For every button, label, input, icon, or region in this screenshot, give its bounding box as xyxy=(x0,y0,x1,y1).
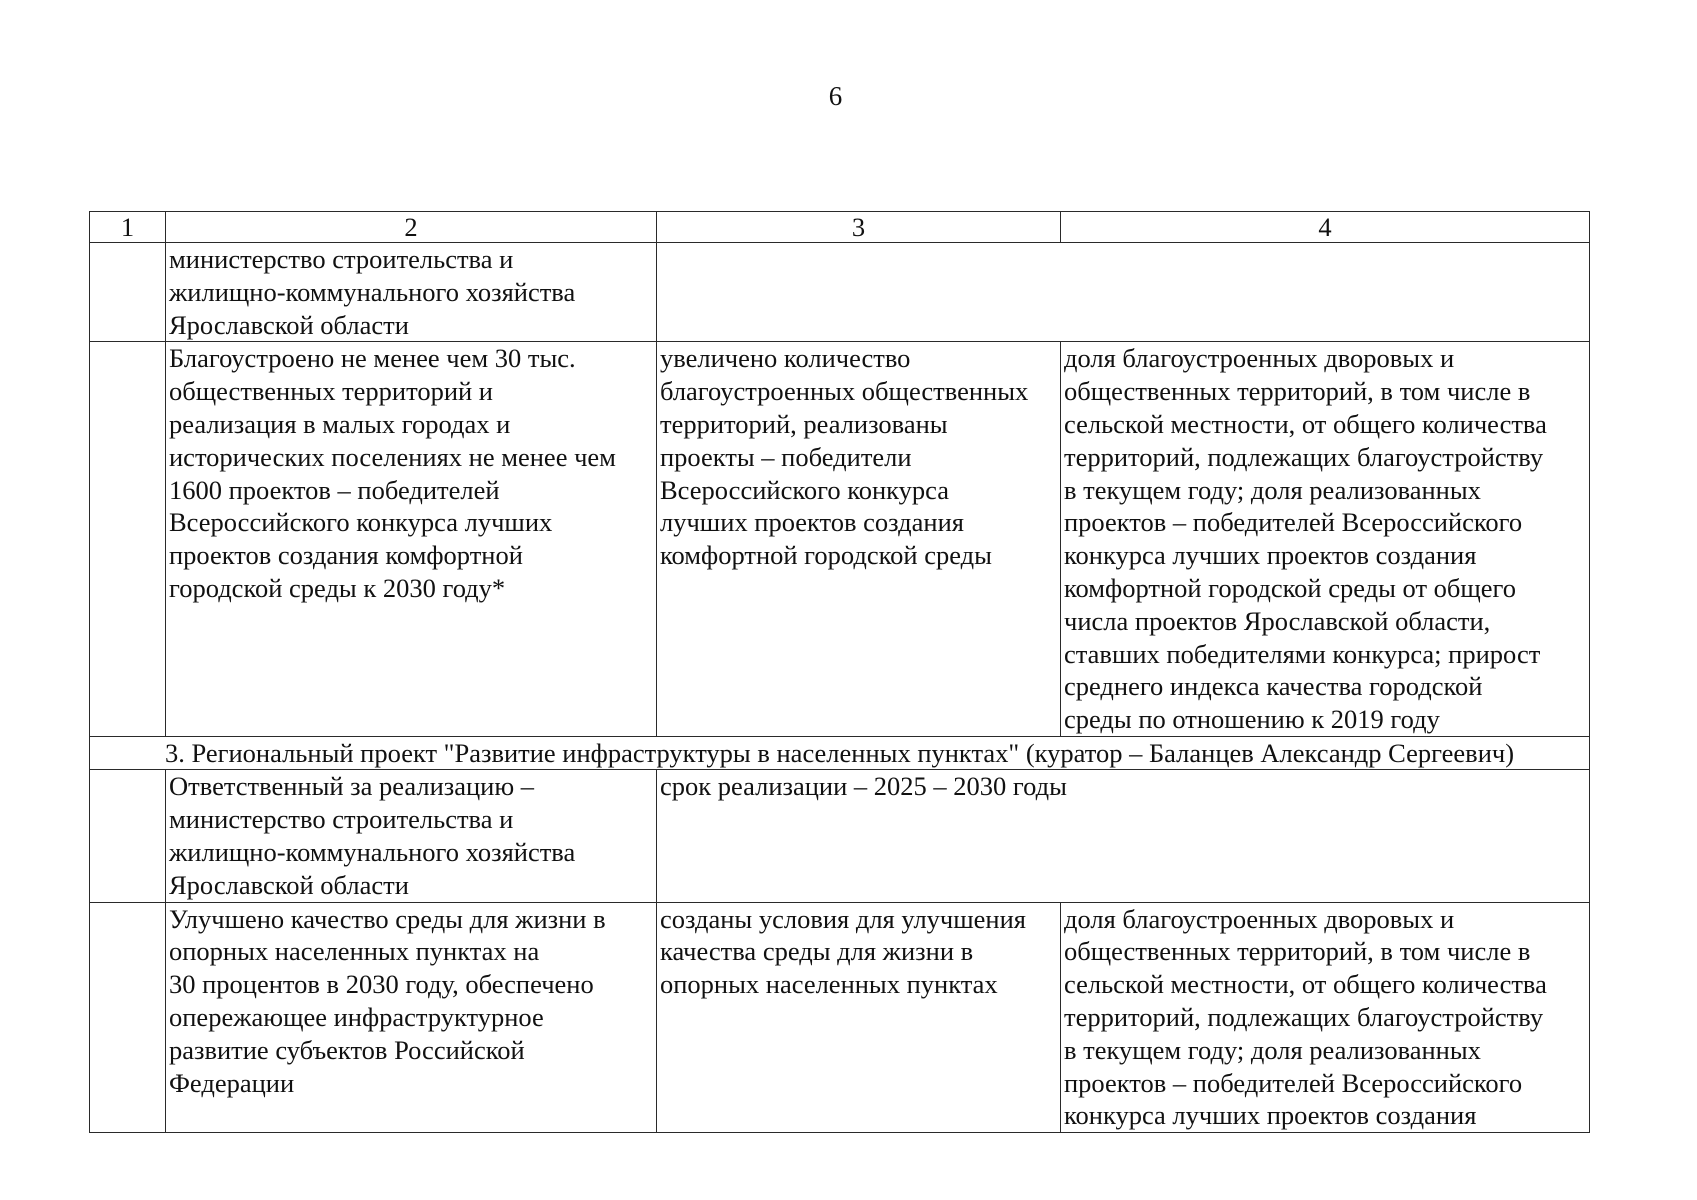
responsible-ministry-cell: министерство строительства и жилищно-коммунального хозяйства Ярославской области xyxy=(166,243,657,342)
indicator-cell: доля благоустроенных дворовых и общественных территорий, в том числе в сельской местности, от общего количества территорий, подлежащих благоустройству в текущем году; доля реализованных проектов – победителей Всероссийского конкурса лучших проектов создания xyxy=(1061,902,1590,1133)
goal-cell: Улучшено качество среды для жизни в опорных населенных пунктах на 30 процентов в 2030 году, обеспечено опережающее инфраструктурное развитие субъектов Российской Федерации xyxy=(166,902,657,1133)
table-cell-number xyxy=(90,342,166,737)
table-cell-number xyxy=(90,770,166,902)
table-row xyxy=(90,342,1590,737)
section-heading-row xyxy=(90,737,1590,770)
result-cell: созданы условия для улучшения качества среды для жизни в опорных населенных пунктах xyxy=(657,902,1061,1133)
table-row xyxy=(90,770,1590,902)
responsible-ministry-cell: Ответственный за реализацию – министерство строительства и жилищно-коммунального хозяйства Ярославской области xyxy=(166,770,657,902)
column-number-1: 1 xyxy=(90,212,166,243)
table-cell-number xyxy=(90,902,166,1133)
regional-project-title: 3. Региональный проект "Развитие инфраструктуры в населенных пунктах" (куратор – Баланцев Александр Сергеевич) xyxy=(90,737,1590,770)
indicator-cell: доля благоустроенных дворовых и общественных территорий, в том числе в сельской местности, от общего количества территорий, подлежащих благоустройству в текущем году; доля реализованных проектов – победителей Всероссийского конкурса лучших проектов создания комфортной городской среды от общего числа проектов Ярославской области, ставших победителями конкурса; прирост среднего индекса качества городской среды по отношению к 2019 году xyxy=(1061,342,1590,737)
table-cell-number xyxy=(90,243,166,342)
result-cell: увеличено количество благоустроенных общественных территорий, реализованы проекты – победители Всероссийского конкурса лучших проектов создания комфортной городской среды xyxy=(657,342,1061,737)
column-number-3: 3 xyxy=(657,212,1061,243)
implementation-period-cell: срок реализации – 2025 – 2030 годы xyxy=(657,770,1590,902)
document-table xyxy=(89,211,1590,1133)
page-number: 6 xyxy=(828,81,843,111)
column-number-4: 4 xyxy=(1061,212,1590,243)
table-header-row xyxy=(90,212,1590,243)
table-cell-empty xyxy=(657,243,1590,342)
column-number-2: 2 xyxy=(166,212,657,243)
goal-cell: Благоустроено не менее чем 30 тыс. общественных территорий и реализация в малых городах и исторических поселениях не менее чем 1600 проектов – победителей Всероссийского конкурса лучших проектов создания комфортной городской среды к 2030 году* xyxy=(166,342,657,737)
table-row xyxy=(90,902,1590,1133)
table-row xyxy=(90,243,1590,342)
